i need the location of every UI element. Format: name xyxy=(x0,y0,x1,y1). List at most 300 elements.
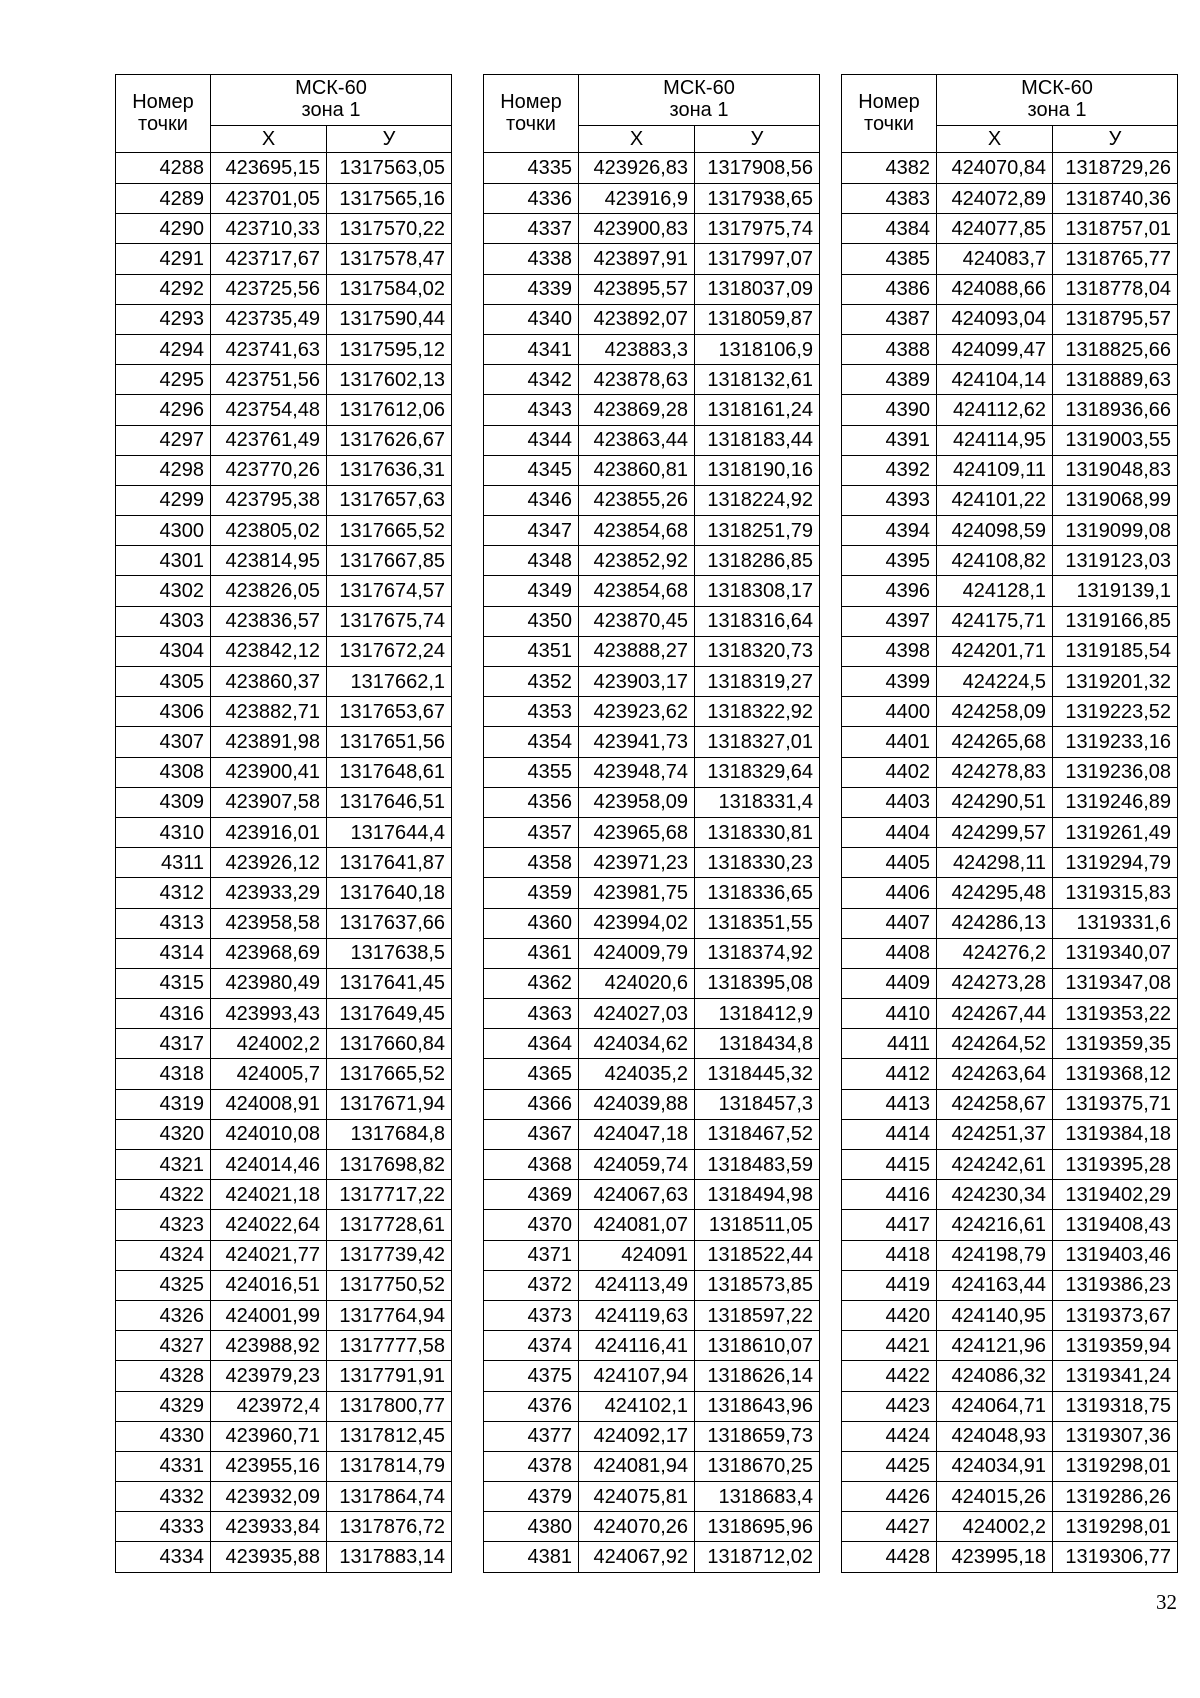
x-coordinate-cell: 424108,82 xyxy=(937,546,1053,576)
y-coordinate-cell: 1318683,4 xyxy=(695,1482,820,1512)
y-coordinate-cell: 1318351,55 xyxy=(695,908,820,938)
table-row xyxy=(116,1180,452,1210)
x-coordinate-cell: 424064,71 xyxy=(937,1391,1053,1421)
x-coordinate-cell: 423971,23 xyxy=(579,848,695,878)
table-row xyxy=(842,184,1178,214)
x-coordinate-cell: 423933,29 xyxy=(211,878,327,908)
point-number-cell: 4331 xyxy=(116,1451,211,1481)
y-coordinate-cell: 1317997,07 xyxy=(695,244,820,274)
table-row xyxy=(116,606,452,636)
table-row xyxy=(116,334,452,364)
y-coordinate-cell: 1318190,16 xyxy=(695,455,820,485)
point-number-cell: 4288 xyxy=(116,153,211,184)
point-number-cell: 4377 xyxy=(484,1421,579,1451)
table-row xyxy=(484,1210,820,1240)
table-row xyxy=(484,1482,820,1512)
x-coordinate-cell: 424119,63 xyxy=(579,1300,695,1330)
table-row xyxy=(842,999,1178,1029)
x-coordinate-cell: 423735,49 xyxy=(211,304,327,334)
table-row xyxy=(842,606,1178,636)
x-coordinate-cell: 424092,17 xyxy=(579,1421,695,1451)
y-coordinate-cell: 1317662,1 xyxy=(327,667,452,697)
table-row xyxy=(842,1150,1178,1180)
table-row xyxy=(116,878,452,908)
point-number-cell: 4407 xyxy=(842,908,937,938)
point-number-cell: 4292 xyxy=(116,274,211,304)
y-coordinate-cell: 1317602,13 xyxy=(327,365,452,395)
point-number-cell: 4375 xyxy=(484,1361,579,1391)
table-row xyxy=(116,1482,452,1512)
table-row xyxy=(116,636,452,666)
x-coordinate-cell: 424198,79 xyxy=(937,1240,1053,1270)
point-number-cell: 4388 xyxy=(842,334,937,364)
y-coordinate-cell: 1317641,87 xyxy=(327,848,452,878)
table-row xyxy=(842,697,1178,727)
y-column-header: У xyxy=(1053,126,1178,153)
y-coordinate-cell: 1318511,05 xyxy=(695,1210,820,1240)
table-row xyxy=(842,1270,1178,1300)
x-coordinate-cell: 423993,43 xyxy=(211,999,327,1029)
x-coordinate-cell: 424230,34 xyxy=(937,1180,1053,1210)
table-row xyxy=(842,787,1178,817)
x-coordinate-cell: 423958,09 xyxy=(579,787,695,817)
y-coordinate-cell: 1319331,6 xyxy=(1053,908,1178,938)
table-row xyxy=(116,757,452,787)
y-coordinate-cell: 1318106,9 xyxy=(695,334,820,364)
x-coordinate-cell: 423972,4 xyxy=(211,1391,327,1421)
point-number-cell: 4300 xyxy=(116,516,211,546)
x-coordinate-cell: 423836,57 xyxy=(211,606,327,636)
y-coordinate-cell: 1319185,54 xyxy=(1053,636,1178,666)
x-coordinate-cell: 423932,09 xyxy=(211,1482,327,1512)
y-coordinate-cell: 1318037,09 xyxy=(695,274,820,304)
table-row xyxy=(842,153,1178,184)
y-coordinate-cell: 1317665,52 xyxy=(327,1059,452,1089)
table-row xyxy=(484,244,820,274)
y-coordinate-cell: 1318626,14 xyxy=(695,1361,820,1391)
x-coordinate-cell: 424067,63 xyxy=(579,1180,695,1210)
y-coordinate-cell: 1317626,67 xyxy=(327,425,452,455)
x-coordinate-cell: 424077,85 xyxy=(937,214,1053,244)
table-body xyxy=(484,153,820,1573)
table-row xyxy=(484,1391,820,1421)
y-coordinate-cell: 1317777,58 xyxy=(327,1331,452,1361)
x-coordinate-cell: 424072,89 xyxy=(937,184,1053,214)
y-coordinate-cell: 1319359,35 xyxy=(1053,1029,1178,1059)
point-number-cell: 4313 xyxy=(116,908,211,938)
table-row xyxy=(842,425,1178,455)
y-coordinate-cell: 1318319,27 xyxy=(695,667,820,697)
x-coordinate-cell: 423717,67 xyxy=(211,244,327,274)
table-row xyxy=(116,1361,452,1391)
x-coordinate-cell: 424010,08 xyxy=(211,1119,327,1149)
y-coordinate-cell: 1318610,07 xyxy=(695,1331,820,1361)
point-number-cell: 4426 xyxy=(842,1482,937,1512)
x-coordinate-cell: 424034,91 xyxy=(937,1451,1053,1481)
table-row xyxy=(116,1300,452,1330)
y-coordinate-cell: 1317657,63 xyxy=(327,485,452,515)
point-number-cell: 4368 xyxy=(484,1150,579,1180)
table-row xyxy=(116,667,452,697)
y-coordinate-cell: 1319261,49 xyxy=(1053,817,1178,847)
y-coordinate-cell: 1318467,52 xyxy=(695,1119,820,1149)
x-coordinate-cell: 423958,58 xyxy=(211,908,327,938)
point-number-cell: 4309 xyxy=(116,787,211,817)
point-number-cell: 4290 xyxy=(116,214,211,244)
point-number-cell: 4415 xyxy=(842,1150,937,1180)
x-coordinate-cell: 423878,63 xyxy=(579,365,695,395)
point-number-cell: 4378 xyxy=(484,1451,579,1481)
y-coordinate-cell: 1319315,83 xyxy=(1053,878,1178,908)
table-row xyxy=(484,365,820,395)
x-coordinate-cell: 424267,44 xyxy=(937,999,1053,1029)
y-coordinate-cell: 1317938,65 xyxy=(695,184,820,214)
point-number-cell: 4341 xyxy=(484,334,579,364)
y-coordinate-cell: 1318670,25 xyxy=(695,1451,820,1481)
y-coordinate-cell: 1317671,94 xyxy=(327,1089,452,1119)
table-row xyxy=(842,455,1178,485)
table-row xyxy=(116,697,452,727)
x-coordinate-cell: 423854,68 xyxy=(579,516,695,546)
point-number-cell: 4367 xyxy=(484,1119,579,1149)
point-number-cell: 4345 xyxy=(484,455,579,485)
table-row xyxy=(484,1240,820,1270)
table-row xyxy=(842,576,1178,606)
x-coordinate-cell: 424298,11 xyxy=(937,848,1053,878)
y-coordinate-cell: 1319139,1 xyxy=(1053,576,1178,606)
point-number-cell: 4403 xyxy=(842,787,937,817)
y-coordinate-cell: 1319384,18 xyxy=(1053,1119,1178,1149)
point-number-cell: 4399 xyxy=(842,667,937,697)
table-row xyxy=(116,395,452,425)
x-coordinate-cell: 424276,2 xyxy=(937,938,1053,968)
point-number-cell: 4296 xyxy=(116,395,211,425)
table-row xyxy=(484,184,820,214)
x-coordinate-cell: 424021,18 xyxy=(211,1180,327,1210)
table-row xyxy=(484,1361,820,1391)
x-coordinate-cell: 424295,48 xyxy=(937,878,1053,908)
point-number-cell: 4417 xyxy=(842,1210,937,1240)
x-coordinate-cell: 423754,48 xyxy=(211,395,327,425)
y-coordinate-cell: 1318573,85 xyxy=(695,1270,820,1300)
point-number-cell: 4381 xyxy=(484,1542,579,1572)
point-number-cell: 4322 xyxy=(116,1180,211,1210)
x-column-header: X xyxy=(579,126,695,153)
point-number-cell: 4298 xyxy=(116,455,211,485)
point-number-cell: 4397 xyxy=(842,606,937,636)
point-number-cell: 4289 xyxy=(116,184,211,214)
point-number-cell: 4406 xyxy=(842,878,937,908)
x-coordinate-cell: 424035,2 xyxy=(579,1059,695,1089)
x-coordinate-cell: 423701,05 xyxy=(211,184,327,214)
point-number-cell: 4317 xyxy=(116,1029,211,1059)
y-coordinate-cell: 1319201,32 xyxy=(1053,667,1178,697)
y-coordinate-cell: 1317638,5 xyxy=(327,938,452,968)
y-coordinate-cell: 1319298,01 xyxy=(1053,1451,1178,1481)
table-row xyxy=(484,425,820,455)
table-row xyxy=(842,968,1178,998)
y-coordinate-cell: 1317584,02 xyxy=(327,274,452,304)
y-coordinate-cell: 1317739,42 xyxy=(327,1240,452,1270)
y-coordinate-cell: 1319359,94 xyxy=(1053,1331,1178,1361)
x-coordinate-cell: 423892,07 xyxy=(579,304,695,334)
point-number-cell: 4314 xyxy=(116,938,211,968)
table-row xyxy=(484,1331,820,1361)
x-coordinate-cell: 424048,93 xyxy=(937,1421,1053,1451)
point-number-cell: 4369 xyxy=(484,1180,579,1210)
point-number-cell: 4383 xyxy=(842,184,937,214)
y-coordinate-cell: 1318320,73 xyxy=(695,636,820,666)
y-coordinate-cell: 1317791,91 xyxy=(327,1361,452,1391)
x-coordinate-cell: 424091 xyxy=(579,1240,695,1270)
table-row xyxy=(116,244,452,274)
point-number-cell: 4386 xyxy=(842,274,937,304)
x-coordinate-cell: 423948,74 xyxy=(579,757,695,787)
x-coordinate-cell: 424099,47 xyxy=(937,334,1053,364)
y-coordinate-cell: 1318329,64 xyxy=(695,757,820,787)
x-coordinate-cell: 423926,83 xyxy=(579,153,695,184)
x-coordinate-cell: 424070,26 xyxy=(579,1512,695,1542)
point-number-cell: 4320 xyxy=(116,1119,211,1149)
point-number-cell: 4310 xyxy=(116,817,211,847)
table-row xyxy=(484,334,820,364)
point-number-cell: 4366 xyxy=(484,1089,579,1119)
x-coordinate-cell: 424258,09 xyxy=(937,697,1053,727)
point-number-cell: 4398 xyxy=(842,636,937,666)
table-row xyxy=(116,787,452,817)
point-number-cell: 4324 xyxy=(116,1240,211,1270)
table-row xyxy=(116,908,452,938)
table-row xyxy=(116,817,452,847)
x-coordinate-cell: 424104,14 xyxy=(937,365,1053,395)
point-number-cell: 4408 xyxy=(842,938,937,968)
x-coordinate-cell: 423960,71 xyxy=(211,1421,327,1451)
point-number-cell: 4422 xyxy=(842,1361,937,1391)
point-number-cell: 4402 xyxy=(842,757,937,787)
y-coordinate-cell: 1318286,85 xyxy=(695,546,820,576)
table-row xyxy=(116,365,452,395)
y-coordinate-cell: 1318740,36 xyxy=(1053,184,1178,214)
table-row xyxy=(484,1119,820,1149)
table-row xyxy=(116,1512,452,1542)
y-coordinate-cell: 1318695,96 xyxy=(695,1512,820,1542)
x-coordinate-cell: 423907,58 xyxy=(211,787,327,817)
x-coordinate-cell: 424121,96 xyxy=(937,1331,1053,1361)
x-coordinate-cell: 424242,61 xyxy=(937,1150,1053,1180)
x-coordinate-cell: 424114,95 xyxy=(937,425,1053,455)
table-row xyxy=(484,697,820,727)
x-coordinate-cell: 423981,75 xyxy=(579,878,695,908)
y-coordinate-cell: 1317883,14 xyxy=(327,1542,452,1572)
x-coordinate-cell: 424109,11 xyxy=(937,455,1053,485)
y-coordinate-cell: 1319298,01 xyxy=(1053,1512,1178,1542)
point-number-cell: 4428 xyxy=(842,1542,937,1572)
y-coordinate-cell: 1317646,51 xyxy=(327,787,452,817)
x-coordinate-cell: 424263,64 xyxy=(937,1059,1053,1089)
point-number-cell: 4352 xyxy=(484,667,579,697)
x-coordinate-cell: 424083,7 xyxy=(937,244,1053,274)
point-number-cell: 4343 xyxy=(484,395,579,425)
point-number-cell: 4306 xyxy=(116,697,211,727)
y-coordinate-cell: 1319166,85 xyxy=(1053,606,1178,636)
y-coordinate-cell: 1319294,79 xyxy=(1053,848,1178,878)
y-coordinate-cell: 1318483,59 xyxy=(695,1150,820,1180)
table-row xyxy=(484,1059,820,1089)
point-number-cell: 4301 xyxy=(116,546,211,576)
table-row xyxy=(484,304,820,334)
point-number-cell: 4370 xyxy=(484,1210,579,1240)
y-coordinate-cell: 1319003,55 xyxy=(1053,425,1178,455)
point-number-cell: 4421 xyxy=(842,1331,937,1361)
point-number-cell: 4356 xyxy=(484,787,579,817)
x-coordinate-cell: 423897,91 xyxy=(579,244,695,274)
table-row xyxy=(842,244,1178,274)
table-row xyxy=(842,1331,1178,1361)
x-coordinate-cell: 424015,26 xyxy=(937,1482,1053,1512)
crs-header xyxy=(211,75,452,126)
x-coordinate-cell: 424098,59 xyxy=(937,516,1053,546)
x-coordinate-cell: 424101,22 xyxy=(937,485,1053,515)
x-coordinate-cell: 423926,12 xyxy=(211,848,327,878)
point-number-cell: 4390 xyxy=(842,395,937,425)
y-coordinate-cell: 1318183,44 xyxy=(695,425,820,455)
point-number-cell: 4294 xyxy=(116,334,211,364)
x-coordinate-cell: 424102,1 xyxy=(579,1391,695,1421)
table-row xyxy=(116,727,452,757)
point-number-cell: 4362 xyxy=(484,968,579,998)
y-coordinate-cell: 1318395,08 xyxy=(695,968,820,998)
table-row xyxy=(842,1210,1178,1240)
y-coordinate-cell: 1319306,77 xyxy=(1053,1542,1178,1572)
x-coordinate-cell: 423842,12 xyxy=(211,636,327,666)
table-row xyxy=(116,274,452,304)
zone-label: зона 1 xyxy=(669,99,729,121)
x-coordinate-cell: 423988,92 xyxy=(211,1331,327,1361)
y-coordinate-cell: 1318936,66 xyxy=(1053,395,1178,425)
table-row xyxy=(842,546,1178,576)
table-row xyxy=(484,455,820,485)
x-coordinate-cell: 423968,69 xyxy=(211,938,327,968)
point-number-cell: 4416 xyxy=(842,1180,937,1210)
point-number-cell: 4303 xyxy=(116,606,211,636)
y-coordinate-cell: 1319386,23 xyxy=(1053,1270,1178,1300)
table-row xyxy=(484,516,820,546)
x-coordinate-cell: 424067,92 xyxy=(579,1542,695,1572)
y-coordinate-cell: 1319233,16 xyxy=(1053,727,1178,757)
table-row xyxy=(116,1451,452,1481)
x-coordinate-cell: 423695,15 xyxy=(211,153,327,184)
y-coordinate-cell: 1318889,63 xyxy=(1053,365,1178,395)
table-row xyxy=(116,1150,452,1180)
zone-label: зона 1 xyxy=(1027,99,1087,121)
point-number-cell: 4308 xyxy=(116,757,211,787)
point-number-cell: 4412 xyxy=(842,1059,937,1089)
y-coordinate-cell: 1318757,01 xyxy=(1053,214,1178,244)
x-coordinate-cell: 424258,67 xyxy=(937,1089,1053,1119)
point-number-cell: 4394 xyxy=(842,516,937,546)
x-coordinate-cell: 423900,83 xyxy=(579,214,695,244)
x-coordinate-cell: 424001,99 xyxy=(211,1300,327,1330)
table-row xyxy=(484,1150,820,1180)
y-coordinate-cell: 1318308,17 xyxy=(695,576,820,606)
table-row xyxy=(116,1421,452,1451)
table-row xyxy=(842,516,1178,546)
x-coordinate-cell: 423826,05 xyxy=(211,576,327,606)
x-coordinate-cell: 423965,68 xyxy=(579,817,695,847)
point-number-cell: 4418 xyxy=(842,1240,937,1270)
x-coordinate-cell: 423882,71 xyxy=(211,697,327,727)
x-coordinate-cell: 424216,61 xyxy=(937,1210,1053,1240)
point-number-cell: 4372 xyxy=(484,1270,579,1300)
y-coordinate-cell: 1317876,72 xyxy=(327,1512,452,1542)
x-coordinate-cell: 423870,45 xyxy=(579,606,695,636)
y-coordinate-cell: 1318412,9 xyxy=(695,999,820,1029)
y-coordinate-cell: 1317612,06 xyxy=(327,395,452,425)
x-coordinate-cell: 423916,9 xyxy=(579,184,695,214)
x-coordinate-cell: 424009,79 xyxy=(579,938,695,968)
y-coordinate-cell: 1319318,75 xyxy=(1053,1391,1178,1421)
table-row xyxy=(484,848,820,878)
table-row xyxy=(116,485,452,515)
point-number-cell: 4387 xyxy=(842,304,937,334)
x-coordinate-cell: 424008,91 xyxy=(211,1089,327,1119)
point-number-cell: 4353 xyxy=(484,697,579,727)
x-coordinate-cell: 424163,44 xyxy=(937,1270,1053,1300)
y-coordinate-cell: 1317563,05 xyxy=(327,153,452,184)
point-number-cell: 4361 xyxy=(484,938,579,968)
point-number-cell: 4299 xyxy=(116,485,211,515)
y-coordinate-cell: 1318729,26 xyxy=(1053,153,1178,184)
y-coordinate-cell: 1317590,44 xyxy=(327,304,452,334)
table-row xyxy=(842,334,1178,364)
point-number-cell: 4347 xyxy=(484,516,579,546)
table-row xyxy=(116,968,452,998)
point-number-cell: 4355 xyxy=(484,757,579,787)
table-row xyxy=(116,1089,452,1119)
y-coordinate-cell: 1318825,66 xyxy=(1053,334,1178,364)
x-coordinate-cell: 423995,18 xyxy=(937,1542,1053,1572)
table-row xyxy=(842,1119,1178,1149)
x-coordinate-cell: 424264,52 xyxy=(937,1029,1053,1059)
table-row xyxy=(116,455,452,485)
point-number-cell: 4365 xyxy=(484,1059,579,1089)
table-row xyxy=(116,1391,452,1421)
table-row xyxy=(484,1542,820,1572)
point-number-cell: 4342 xyxy=(484,365,579,395)
y-coordinate-cell: 1318795,57 xyxy=(1053,304,1178,334)
y-coordinate-cell: 1317667,85 xyxy=(327,546,452,576)
x-coordinate-cell: 423725,56 xyxy=(211,274,327,304)
x-coordinate-cell: 424005,7 xyxy=(211,1059,327,1089)
table-row xyxy=(842,1361,1178,1391)
crs-header xyxy=(937,75,1178,126)
y-coordinate-cell: 1317565,16 xyxy=(327,184,452,214)
y-coordinate-cell: 1317675,74 xyxy=(327,606,452,636)
point-number-cell: 4354 xyxy=(484,727,579,757)
y-coordinate-cell: 1319099,08 xyxy=(1053,516,1178,546)
y-coordinate-cell: 1318336,65 xyxy=(695,878,820,908)
point-number-cell: 4359 xyxy=(484,878,579,908)
y-coordinate-cell: 1318224,92 xyxy=(695,485,820,515)
point-number-cell: 4321 xyxy=(116,1150,211,1180)
table-row xyxy=(116,576,452,606)
y-coordinate-cell: 1319223,52 xyxy=(1053,697,1178,727)
y-coordinate-cell: 1318330,81 xyxy=(695,817,820,847)
table-row xyxy=(842,214,1178,244)
y-coordinate-cell: 1317750,52 xyxy=(327,1270,452,1300)
x-coordinate-cell: 424027,03 xyxy=(579,999,695,1029)
x-coordinate-cell: 424201,71 xyxy=(937,636,1053,666)
